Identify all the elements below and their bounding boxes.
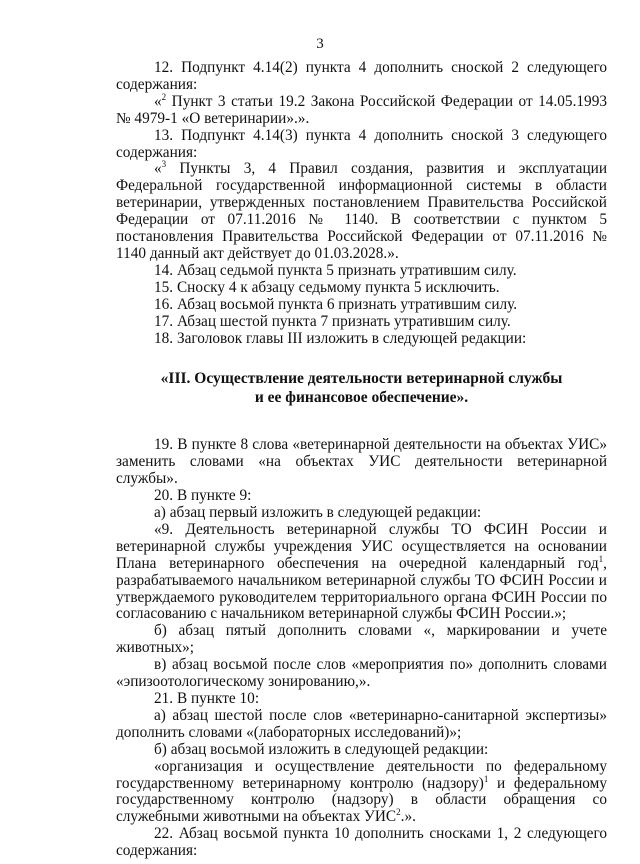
document-body [116, 60, 607, 860]
item-17: 17. Абзац шестой пункта 7 признать утратившим силу. [154, 312, 511, 330]
footnote-mark-3: 3 [161, 159, 167, 170]
item-12: 12. Подпункт 4.14(2) пункта 4 дополнить сноской 2 следующего содержания: [116, 59, 607, 93]
item-20-v: в) абзац восьмой после слов «мероприятия по» дополнить словами «эпизоотологическому зонированию,». [116, 656, 607, 691]
item-15: 15. Сноску 4 к абзацу седьмому пункта 5 исключить. [154, 278, 500, 296]
page-number: 3 [316, 36, 324, 52]
footnote-mark-2: 2 [161, 91, 167, 102]
quote-paragraph-10: «организация и осуществление деятельности по федеральному государственному ветеринарному контролю (надзору)$^1$ и федеральному государственному контролю (надзору) в области обращения со служебными животными на объектах УИС$^2$.». [116, 757, 607, 826]
quote-footnote-2: «$^2$ Пункт 3 статьи 19.2 Закона Российской Федерации от 14.05.1993 № 4979-1 «О ветеринарии».». [116, 91, 607, 127]
quote-footnote-3: «$^3$ Пункты 3, 4 Правил создания, развития и эксплуатации Федеральной государственной информационной системы в области ветеринарии, утвержденных постановлением Правительства Российской Федерации от 07.11.2016 № 1140. В соответствии с пунктом 5 постановления Правительства Российской Федерации от 07.11.2016 № 1140 данный акт действует до 01.03.2028.». [116, 159, 607, 262]
item-16: 16. Абзац восьмой пункта 6 признать утратившим силу. [154, 295, 518, 313]
item-21-b: б) абзац восьмой изложить в следующей редакции: [154, 740, 489, 758]
item-18: 18. Заголовок главы III изложить в следующей редакции: [154, 329, 527, 347]
item-13: 13. Подпункт 4.14(3) пункта 4 дополнить сноской 3 следующего содержания: [116, 126, 607, 161]
footnote-mark-1: 1 [483, 773, 489, 784]
heading-line-1: «III. Осуществление деятельности ветеринарной службы [160, 370, 563, 388]
item-21: 21. В пункте 10: [154, 690, 260, 707]
item-20-b: б) абзац пятый дополнить словами «, маркировании и учете животных»; [116, 622, 607, 657]
heading-line-2: и ее финансовое обеспечение». [254, 389, 469, 407]
item-19: 19. В пункте 8 слова «ветеринарной деятельности на объектах УИС» заменить словами «на объектах УИС деятельности ветеринарной службы». [116, 436, 607, 488]
item-21-a: а) абзац шестой после слов «ветеринарно-санитарной экспертизы» дополнить словами «(лабораторных исследований)»; [116, 706, 607, 741]
footnote-mark-1: 1 [598, 553, 604, 564]
chapter-heading [116, 369, 607, 407]
item-22: 22. Абзац восьмой пункта 10 дополнить сносками 1, 2 следующего содержания: [116, 825, 607, 860]
footnote-mark-2: 2 [396, 807, 401, 818]
item-14: 14. Абзац седьмой пункта 5 признать утратившим силу. [154, 261, 517, 279]
quote-paragraph-9: «9. Деятельность ветеринарной службы ТО ФСИН России и ветеринарной службы учреждения УИС осуществляется на основании Плана ветеринарного обеспечения на очередной календарный год$^1$, разрабатываемого начальником ветеринарной службы ТО ФСИН России и утверждаемого руководителем территориального органа ФСИН России по согласованию с начальником ветеринарной службы ФСИН России.»; [116, 520, 607, 623]
item-20-a: а) абзац первый изложить в следующей редакции: [154, 504, 482, 522]
item-20: 20. В пункте 9: [154, 487, 252, 505]
